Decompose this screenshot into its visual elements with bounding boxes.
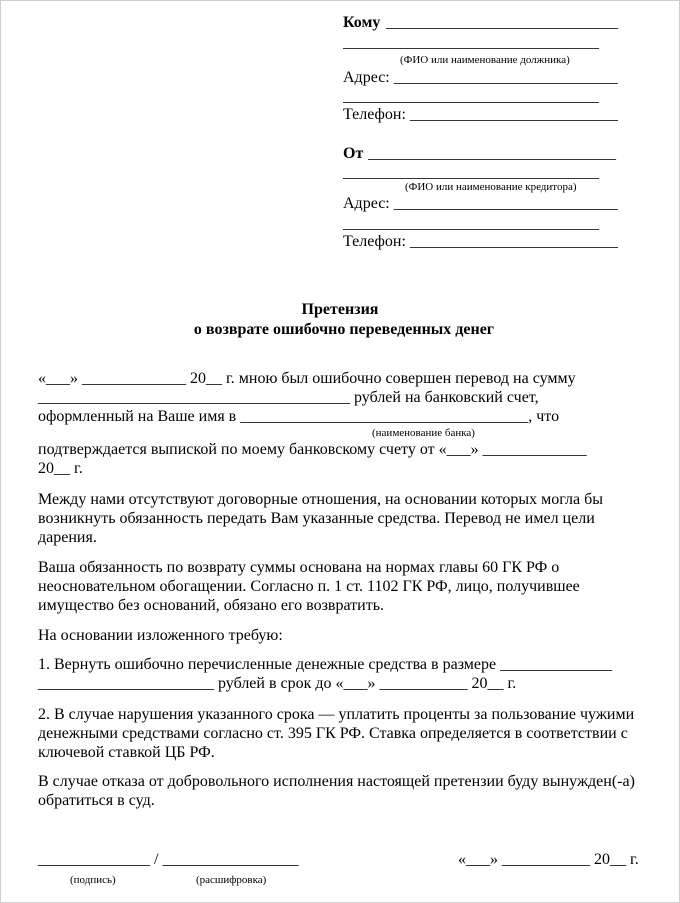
body-line: подтверждается выпиской по моему банковскому счету от «___» _____________ bbox=[38, 441, 587, 458]
to-address-line-2: ________________________________ bbox=[343, 88, 599, 105]
decode-caption: (расшифровка) bbox=[196, 874, 267, 886]
date-line: «___» ___________ 20__ г. bbox=[458, 851, 639, 868]
to-label: Кому bbox=[343, 14, 381, 31]
demand-item-1-line: ______________________ рублей в срок до «___» ___________ 20__ г. bbox=[38, 675, 517, 692]
document-subtitle: о возврате ошибочно переведенных денег bbox=[193, 321, 495, 338]
body-line: 20__ г. bbox=[38, 460, 83, 477]
from-line: _______________________________ bbox=[368, 145, 616, 162]
from-phone: Телефон: __________________________ bbox=[343, 233, 618, 250]
bank-caption: (наименование банка) bbox=[372, 427, 475, 439]
body-line: оформленный на Ваше имя в ____________________________________, что bbox=[38, 408, 560, 425]
paragraph-legal-basis: Ваша обязанность по возврату суммы основана на нормах главы 60 ГК РФ о неосновательном обогащении. Согласно п. 1 ст. 1102 ГК РФ, лицо, получившее имущество без оснований, обязано его возвратить. bbox=[38, 559, 580, 614]
from-caption: (ФИО или наименование кредитора) bbox=[405, 181, 577, 193]
to-address: Адрес: ____________________________ bbox=[343, 69, 618, 86]
to-caption: (ФИО или наименование должника) bbox=[400, 54, 570, 66]
to-line-2: ________________________________ bbox=[343, 34, 599, 51]
signature-line: ______________ / _________________ bbox=[38, 851, 299, 868]
from-address-line-2: ________________________________ bbox=[343, 215, 599, 232]
signature-caption: (подпись) bbox=[70, 874, 116, 886]
demand-item-1-line: 1. Вернуть ошибочно перечисленные денежные средства в размере ______________ bbox=[38, 656, 613, 673]
paragraph-court-warning: В случае отказа от добровольного исполнения настоящей претензии буду вынужден(-а) обратиться в суд. bbox=[38, 773, 635, 809]
to-phone: Телефон: __________________________ bbox=[343, 106, 618, 123]
from-line-2: ________________________________ bbox=[343, 164, 599, 181]
demand-item-2: 2. В случае нарушения указанного срока — уплатить проценты за пользование чужими денежными средствами согласно ст. 395 ГК РФ. Ставка определяется в соответствии с ключевой ставкой ЦБ РФ. bbox=[38, 706, 635, 761]
paragraph-no-contract: Между нами отсутствуют договорные отношения, на основании которых могла бы возникнуть обязанность передать Вам указанные средства. Перевод не имел цели дарения. bbox=[38, 491, 603, 546]
body-line: «___» _____________ 20__ г. мною был ошибочно совершен перевод на сумму bbox=[38, 370, 576, 387]
from-address: Адрес: ____________________________ bbox=[343, 195, 618, 212]
from-label: От bbox=[343, 145, 364, 162]
body-line: _______________________________________ рублей на банковский счет, bbox=[38, 389, 539, 406]
document-title: Претензия bbox=[301, 301, 379, 318]
paragraph-demand-intro: На основании изложенного требую: bbox=[38, 627, 283, 644]
to-line: _____________________________ bbox=[386, 14, 618, 31]
